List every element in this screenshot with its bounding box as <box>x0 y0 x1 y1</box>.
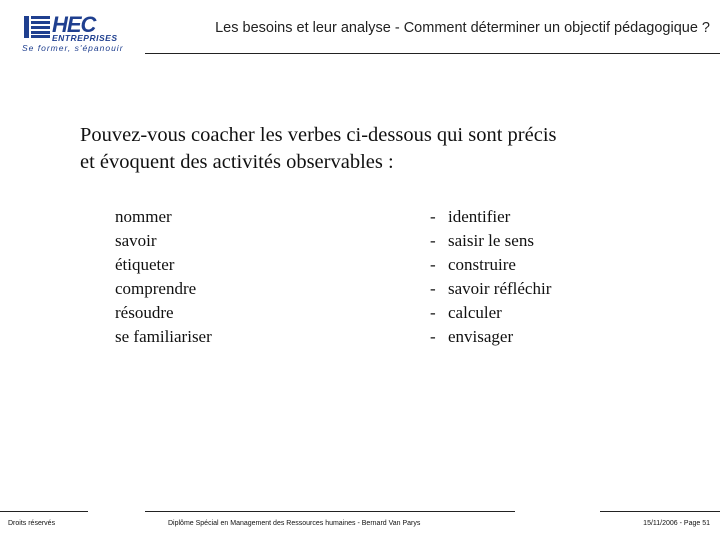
logo-word: HEC <box>52 12 96 37</box>
list-item-text: envisager <box>448 327 514 346</box>
list-dash: - <box>430 231 436 250</box>
hec-logo-mark-icon <box>22 14 52 40</box>
list-dash: - <box>430 207 436 226</box>
list-item-text: identifier <box>448 207 511 226</box>
footer-divider-left <box>0 511 88 512</box>
logo-tagline: Se former, s'épanouir <box>22 43 124 53</box>
list-dash: - <box>430 279 436 298</box>
list-item-text: construire <box>448 255 516 274</box>
footer-divider-right <box>600 511 720 512</box>
left-verb-list <box>115 205 212 349</box>
list-item: résoudre <box>115 303 174 322</box>
page-title: Les besoins et leur analyse - Comment déterminer un objectif pédagogique ? <box>215 20 710 36</box>
footer-date-page: 15/11/2006 - Page 51 <box>643 520 710 527</box>
list-dash: - <box>430 303 436 322</box>
footer-course: Diplôme Spécial en Management des Ressources humaines - Bernard Van Parys <box>168 520 421 527</box>
list-item: nommer <box>115 207 172 226</box>
list-item-text: calculer <box>448 303 502 322</box>
hec-logo <box>22 12 134 52</box>
intro-question <box>80 122 700 176</box>
list-item <box>430 253 551 277</box>
list-item <box>430 325 551 349</box>
list-item-text: savoir réfléchir <box>448 279 552 298</box>
list-dash: - <box>430 255 436 274</box>
list-item <box>430 229 551 253</box>
footer-divider-center <box>145 511 515 512</box>
intro-line-1: Pouvez-vous coacher les verbes ci-dessous qui sont précis <box>80 124 557 146</box>
footer-rights: Droits réservés <box>8 520 56 527</box>
list-item: savoir <box>115 231 157 250</box>
list-item-text: saisir le sens <box>448 231 534 250</box>
header-divider <box>145 53 720 54</box>
list-item <box>430 277 551 301</box>
list-dash: - <box>430 327 436 346</box>
list-item <box>430 301 551 325</box>
logo-sub: ENTREPRISES <box>52 33 118 43</box>
list-item: comprendre <box>115 279 197 298</box>
list-item <box>430 205 551 229</box>
intro-line-2: et évoquent des activités observables : <box>80 151 394 173</box>
list-item: se familiariser <box>115 327 212 346</box>
right-verb-list <box>430 205 551 349</box>
list-item: étiqueter <box>115 255 175 274</box>
